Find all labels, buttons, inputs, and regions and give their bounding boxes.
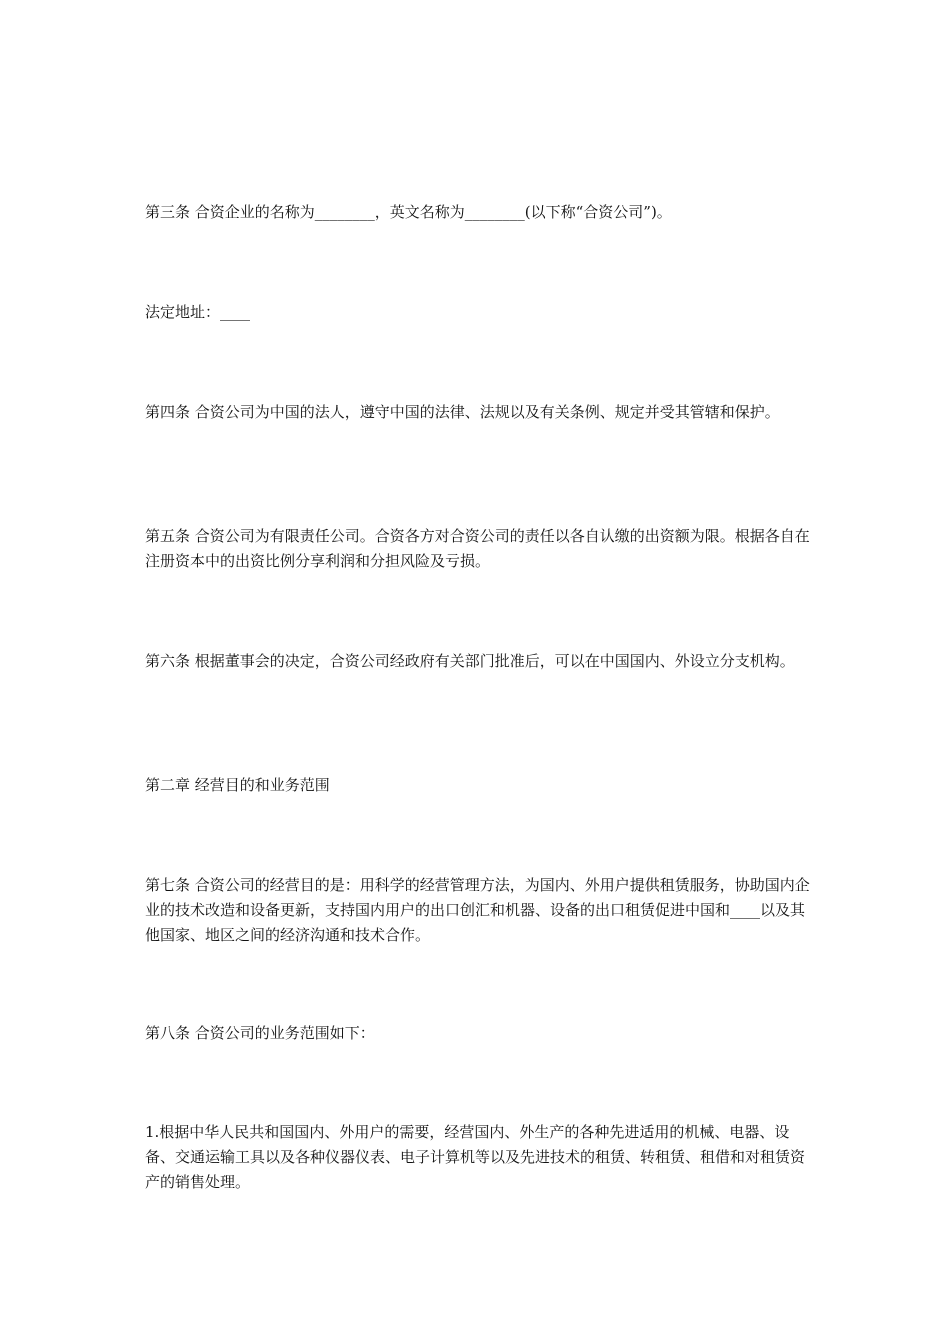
business-scope-item-1: 1.根据中华人民共和国国内、外用户的需要，经营国内、外生产的各种先进适用的机械、电器、设备、交通运输工具以及各种仪器仪表、电子计算机等以及先进技术的租赁、转租赁、租借和对租赁资产的销售处理。 — [145, 1123, 806, 1191]
article-4-paragraph: 第四条 合资公司为中国的法人，遵守中国的法律、法规以及有关条例、规定并受其管辖和保护。 — [145, 403, 780, 421]
article-6-paragraph: 第六条 根据董事会的决定，合资公司经政府有关部门批准后，可以在中国国内、外设立分支机构。 — [145, 652, 795, 670]
legal-address-paragraph: 法定地址：____ — [145, 303, 251, 321]
article-8-paragraph: 第八条 合资公司的业务范围如下： — [145, 1024, 375, 1042]
article-5-paragraph: 第五条 合资公司为有限责任公司。合资各方对合资公司的责任以各自认缴的出资额为限。根据各自在注册资本中的出资比例分享利润和分担风险及亏损。 — [145, 527, 810, 570]
article-7-paragraph: 第七条 合资公司的经营目的是：用科学的经营管理方法，为国内、外用户提供租赁服务，协助国内企业的技术改造和设备更新，支持国内用户的出口创汇和机器、设备的出口租赁促进中国和____以及其他国家、地区之间的经济沟通和技术合作。 — [145, 876, 810, 944]
article-3-paragraph: 第三条 合资企业的名称为________，英文名称为________(以下称“合资公司”)。 — [145, 203, 672, 221]
chapter-2-heading: 第二章 经营目的和业务范围 — [145, 776, 330, 794]
